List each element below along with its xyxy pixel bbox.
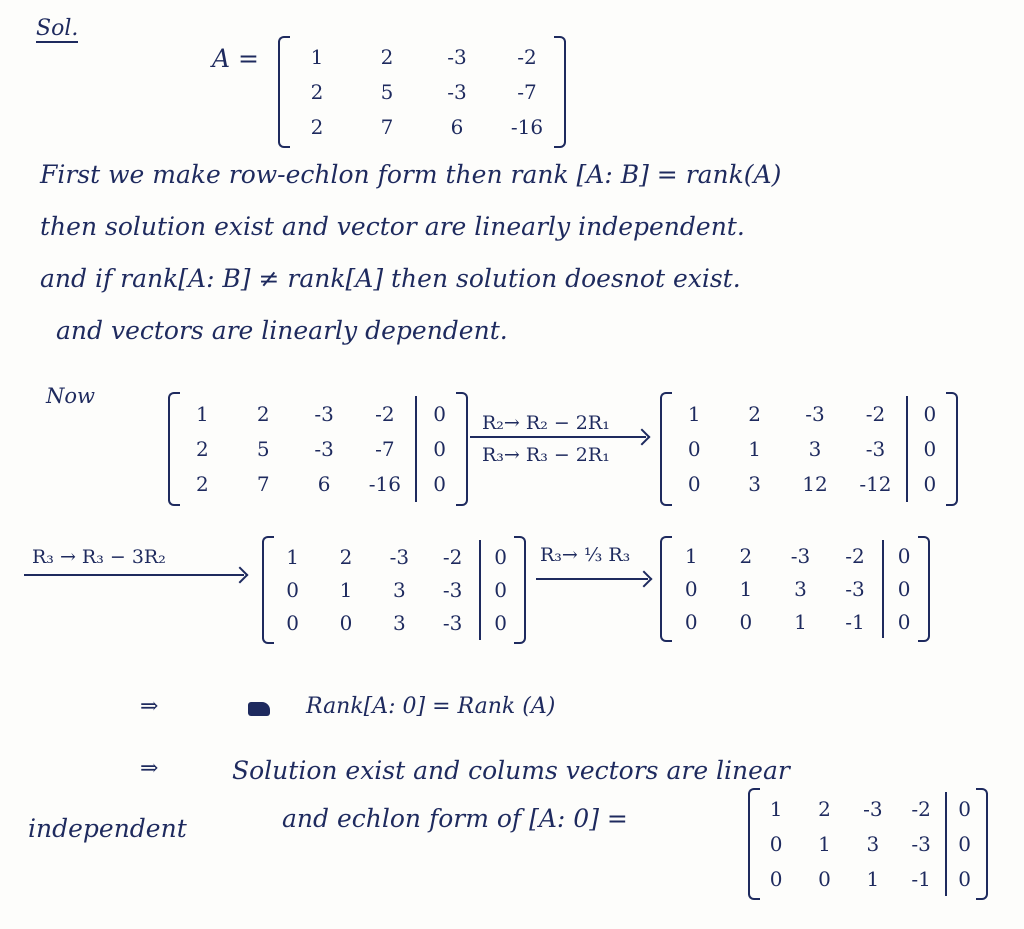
operation-1-line-1: R₂→ R₂ − 2R₁ <box>482 412 610 434</box>
matrix-cell: 2 <box>380 45 394 70</box>
matrix-cell: 5 <box>380 79 394 104</box>
matrix-cell: 2 <box>310 79 324 104</box>
matrix-cell: -3 <box>314 401 334 426</box>
matrix-cell: 2 <box>818 797 831 822</box>
matrix-cell: 6 <box>317 472 331 497</box>
operation-1-line-2: R₃→ R₃ − 2R₁ <box>482 444 610 466</box>
matrix-cell: -1 <box>845 609 865 634</box>
now-label: Now <box>46 384 95 408</box>
matrix-cell: 0 <box>339 611 353 636</box>
matrix-cell: -7 <box>517 79 537 104</box>
matrix-step-1 <box>172 396 464 502</box>
matrix-cell: 0 <box>433 436 447 461</box>
matrix-cell: 1 <box>866 866 880 891</box>
matrix-cell: 0 <box>739 609 753 634</box>
matrix-cell: 1 <box>769 797 783 822</box>
implies-symbol-1: ⇒ <box>140 694 159 719</box>
matrix-cell: -3 <box>863 797 883 822</box>
matrix-cell: 0 <box>494 577 508 602</box>
matrix-cell: 3 <box>392 577 406 602</box>
text-line-3: and if rank[A: B] ≠ rank[A] then solution doesnot exist. <box>40 264 741 293</box>
conclusion-line-2: and echlon form of [A: 0] = <box>282 804 628 833</box>
rank-statement: Rank[A: 0] = Rank (A) <box>306 694 556 719</box>
matrix-cell: -2 <box>442 544 463 569</box>
matrix-cell: 12 <box>802 472 828 497</box>
matrix-cell: 2 <box>196 472 209 497</box>
matrix-cell: -3 <box>314 436 334 461</box>
matrix-cell: -2 <box>865 401 886 426</box>
matrix-cell: 3 <box>794 576 807 601</box>
matrix-cell: 2 <box>196 436 209 461</box>
matrix-cell: 0 <box>286 577 300 602</box>
matrix-cell: 2 <box>748 401 761 426</box>
matrix-cell: 0 <box>897 609 911 634</box>
matrix-cell: -7 <box>375 436 395 461</box>
matrix-cell: 0 <box>494 544 508 569</box>
matrix-cell: 0 <box>769 831 783 856</box>
matrix-cell: 7 <box>256 472 270 497</box>
matrix-cell: 1 <box>339 577 353 602</box>
augmented-divider <box>945 792 947 896</box>
matrix-cell: 1 <box>196 401 209 426</box>
operation-3-arrow <box>536 578 648 580</box>
matrix-cell: 0 <box>923 401 937 426</box>
matrix-cell: 0 <box>923 472 937 497</box>
ink-blot-icon <box>248 702 270 716</box>
matrix-cell: -3 <box>845 576 865 601</box>
matrix-cell: 1 <box>684 544 698 569</box>
matrix-cell: 0 <box>687 472 701 497</box>
matrix-cell: -2 <box>517 45 537 70</box>
matrix-cell: -3 <box>442 611 463 636</box>
matrix-cell: 1 <box>818 831 831 856</box>
matrix-cell: -3 <box>389 544 410 569</box>
matrix-cell: -3 <box>865 436 886 461</box>
matrix-cell: 2 <box>310 114 324 139</box>
matrix-cell: 1 <box>310 45 324 70</box>
conclusion-word: independent <box>28 814 187 843</box>
matrix-cell: -3 <box>442 577 463 602</box>
text-line-1: First we make row-echlon form then rank [A: B] = rank(A) <box>40 160 782 189</box>
operation-3-label: R₃→ ⅓ R₃ <box>540 544 631 566</box>
matrix-cell: 1 <box>286 544 300 569</box>
matrix-cell: -1 <box>911 866 931 891</box>
matrix-cell: 6 <box>450 114 464 139</box>
augmented-divider <box>882 540 884 638</box>
operation-2-arrow <box>24 574 244 576</box>
text-line-4: and vectors are linearly dependent. <box>56 316 508 345</box>
matrix-cell: -3 <box>805 401 825 426</box>
matrix-cell: 0 <box>684 609 698 634</box>
matrix-step-2 <box>664 396 954 502</box>
matrix-cell: -3 <box>447 79 467 104</box>
matrix-cell: 3 <box>392 611 406 636</box>
matrix-cell: -3 <box>790 544 811 569</box>
matrix-cell: -2 <box>845 544 865 569</box>
matrix-cell: -3 <box>447 45 467 70</box>
matrix-cell: 3 <box>808 436 822 461</box>
matrix-cell: 0 <box>494 611 508 636</box>
matrix-cell: 1 <box>739 576 753 601</box>
operation-2-label: R₃ → R₃ − 3R₂ <box>32 546 166 568</box>
matrix-cell: 0 <box>433 472 447 497</box>
matrix-cell: 0 <box>684 576 698 601</box>
augmented-divider <box>479 540 481 640</box>
operation-1-arrow <box>470 436 646 438</box>
matrix-cell: 0 <box>958 866 972 891</box>
solution-label: Sol. <box>36 16 79 41</box>
matrix-step-4 <box>664 540 926 638</box>
matrix-cell: 0 <box>433 401 447 426</box>
matrix-cell: 0 <box>687 436 701 461</box>
matrix-cell: -2 <box>911 797 931 822</box>
matrix-cell: 2 <box>739 544 753 569</box>
matrix-cell: 0 <box>958 831 972 856</box>
matrix-cell: 1 <box>687 401 701 426</box>
matrix-cell: 0 <box>897 576 911 601</box>
augmented-divider <box>906 396 908 502</box>
matrix-cell: 0 <box>769 866 783 891</box>
matrix-cell: 3 <box>866 831 880 856</box>
matrix-cell: 0 <box>286 611 300 636</box>
conclusion-line-1: Solution exist and colums vectors are linear <box>232 756 790 785</box>
matrix-cell: 1 <box>748 436 761 461</box>
matrix-a <box>282 40 562 144</box>
matrix-echelon-form <box>752 792 984 896</box>
matrix-cell: 0 <box>897 544 911 569</box>
text-line-2: then solution exist and vector are linearly independent. <box>40 212 745 241</box>
matrix-cell: 2 <box>339 544 353 569</box>
matrix-cell: 0 <box>923 436 937 461</box>
matrix-step-3 <box>266 540 522 640</box>
implies-symbol-2: ⇒ <box>140 756 159 781</box>
matrix-a-label: A = <box>212 44 259 73</box>
matrix-cell: -12 <box>859 472 892 497</box>
matrix-cell: 2 <box>256 401 270 426</box>
matrix-cell: -2 <box>375 401 395 426</box>
matrix-cell: -16 <box>368 472 402 497</box>
matrix-cell: 0 <box>958 797 972 822</box>
matrix-cell: 3 <box>748 472 761 497</box>
matrix-cell: 5 <box>256 436 270 461</box>
augmented-divider <box>415 396 417 502</box>
matrix-cell: -16 <box>510 114 544 139</box>
matrix-cell: 1 <box>794 609 807 634</box>
matrix-cell: -3 <box>911 831 931 856</box>
matrix-cell: 0 <box>818 866 831 891</box>
matrix-cell: 7 <box>380 114 394 139</box>
